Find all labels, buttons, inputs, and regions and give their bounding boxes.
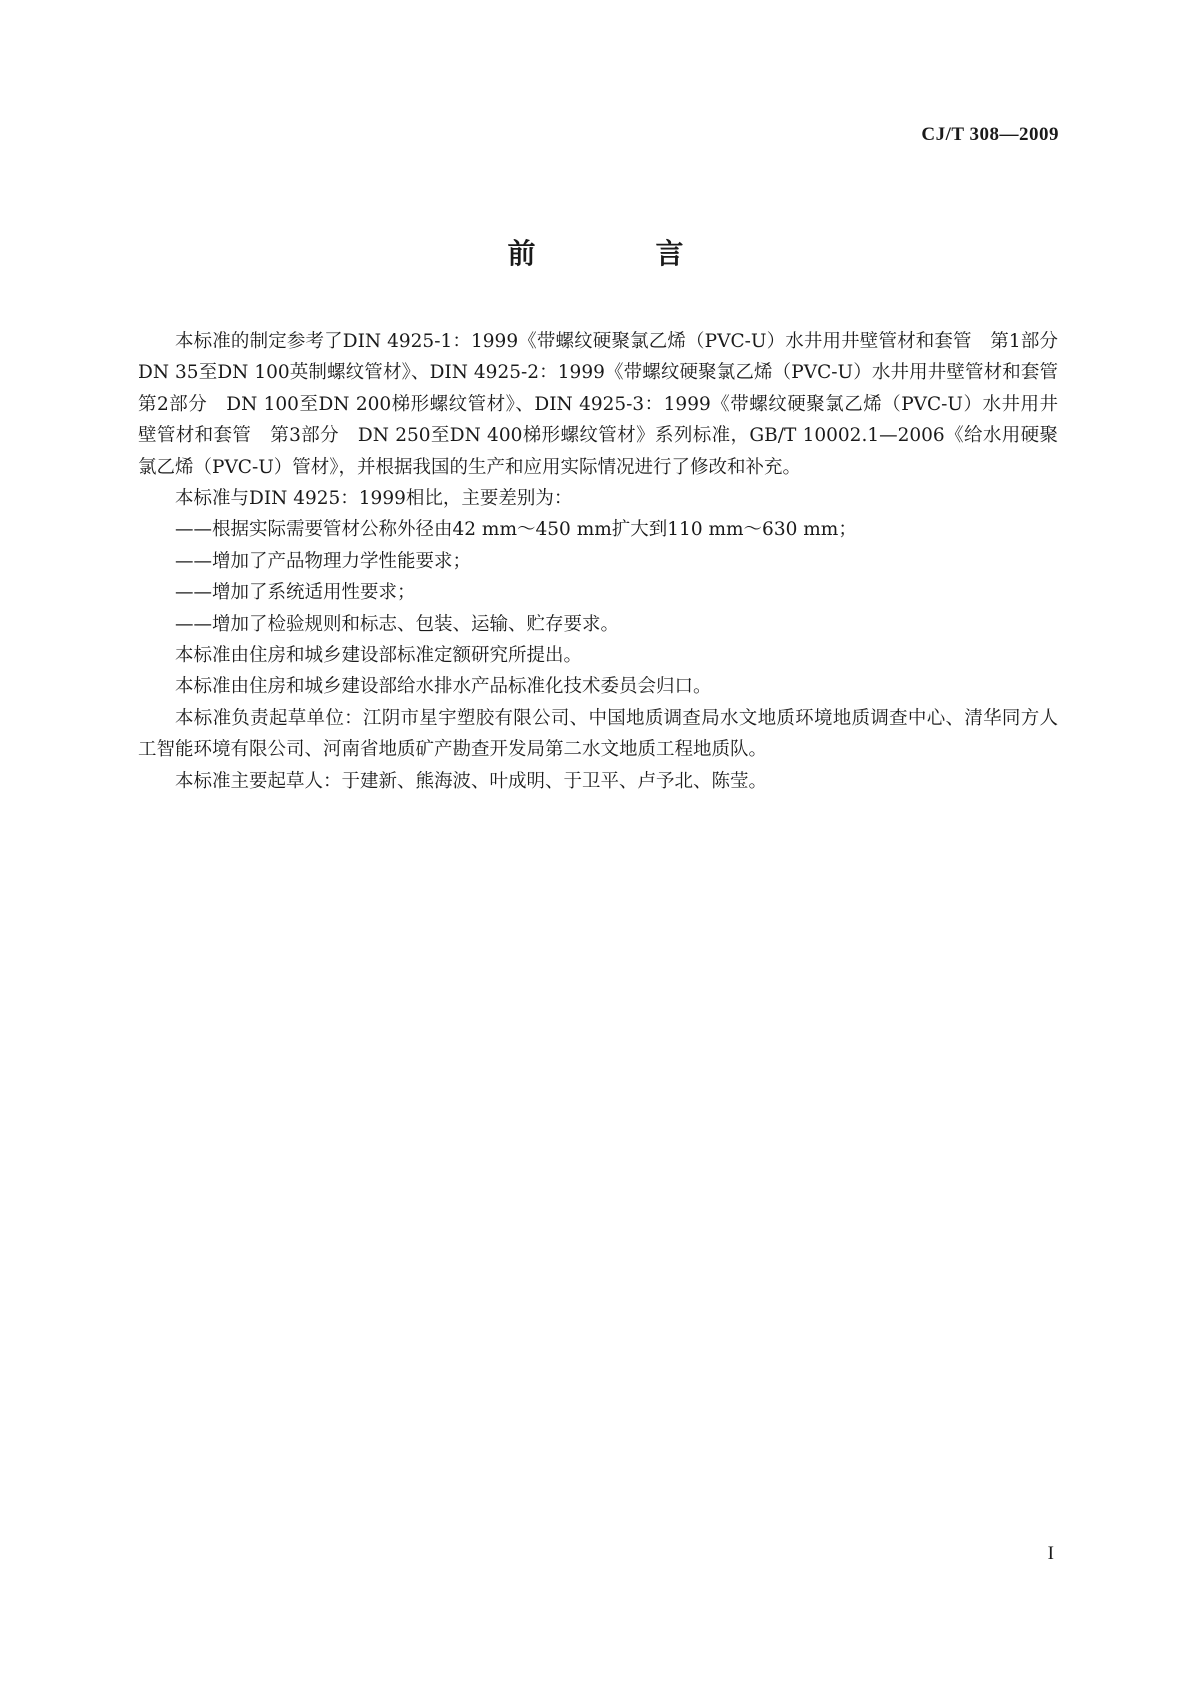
page-number: I — [1047, 1543, 1054, 1564]
paragraph-managed-by: 本标准由住房和城乡建设部给水排水产品标准化技术委员会归口。 — [175, 676, 712, 698]
paragraph-drafters: 本标准主要起草人：于建新、熊海波、叶成明、于卫平、卢予北、陈莹。 — [175, 770, 768, 792]
list-item-difference: ——增加了系统适用性要求； — [175, 582, 416, 604]
paragraph-proposed-by: 本标准由住房和城乡建设部标准定额研究所提出。 — [175, 645, 583, 667]
foreword-body — [138, 326, 1077, 797]
standard-number: CJ/T 308—2009 — [921, 124, 1059, 145]
paragraph-references: 本标准的制定参考了DIN 4925-1：1999《带螺纹硬聚氯乙烯（PVC-U）水井用井壁管材和套管 第1部分 DN 35至DN 100英制螺纹管材》、DIN 4925-2：1999《带螺纹硬聚氯乙烯（PVC-U）水井用井壁管材和套管 第2部分 DN 100至DN 200梯形螺纹管材》、DIN 4925-3：1999《带螺纹硬聚氯乙烯（PVC-U）水井用井壁管材和套管 第3部分 DN 250至DN 400梯形螺纹管材》系列标准，GB/T 10002.1—2006《给水用硬聚氯乙烯（PVC-U）管材》，并根据我国的生产和应用实际情况进行了修改和补充。 — [138, 331, 1077, 478]
paragraph-drafting-units: 本标准负责起草单位：江阴市星宇塑胶有限公司、中国地质调查局水文地质环境地质调查中心、清华同方人工智能环境有限公司、河南省地质矿产勘查开发局第二水文地质工程地质队。 — [138, 707, 1058, 761]
list-item-difference: ——增加了产品物理力学性能要求； — [175, 550, 472, 572]
paragraph-differences-intro: 本标准与DIN 4925：1999相比，主要差别为： — [175, 488, 573, 510]
page-title: 前 言 — [507, 237, 730, 270]
list-item-difference: ——根据实际需要管材公称外径由42 mm～450 mm扩大到110 mm～630 mm； — [175, 519, 857, 541]
list-item-difference: ——增加了检验规则和标志、包装、运输、贮存要求。 — [175, 613, 620, 635]
